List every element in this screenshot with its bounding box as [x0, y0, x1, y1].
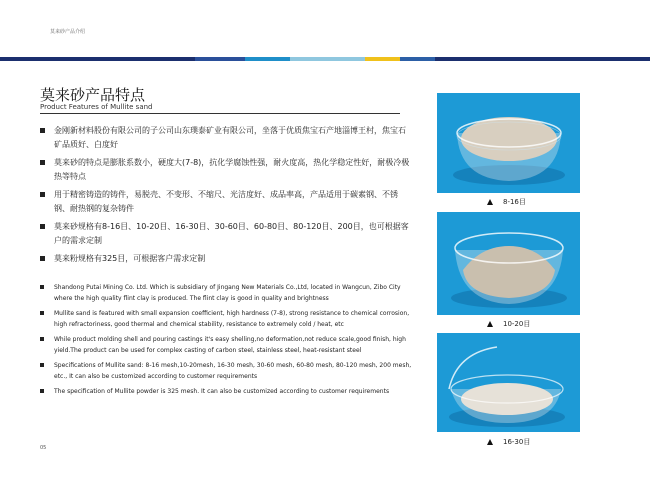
product-photo-10-20: [437, 212, 580, 315]
band-segment: [400, 57, 435, 61]
band-segment: [605, 57, 650, 61]
list-item: 莫来砂的特点是膨胀系数小，硬度大(7-8)，抗化学腐蚀性强，耐火度高，热化学稳定性好，耐极冷极热等特点: [40, 156, 412, 184]
photo-caption: [487, 319, 530, 329]
list-item: Shandong Putai Mining Co. Ltd. Which is subsidiary of Jingang New Materials Co.,Ltd, located in Wangcun, Zibo City where the high quality flint clay is produced. The flint clay is good in quality and brightness: [40, 282, 420, 304]
page-number: 05: [40, 445, 47, 451]
triangle-icon: [487, 439, 493, 445]
features-en-list: [40, 282, 420, 401]
caption-text: 16-30目: [503, 438, 531, 446]
title-divider: [40, 113, 400, 114]
band-segment: [560, 57, 605, 61]
product-photo-8-16: [437, 93, 580, 193]
list-item: Specifications of Mullite sand: 8-16 mesh,10-20mesh, 16-30 mesh, 30-60 mesh, 60-80 mesh, 80-120 mesh, 200 mesh, etc., It can also be customized according to customer requirements: [40, 360, 420, 382]
photo-caption: [487, 197, 526, 207]
band-segment: [435, 57, 515, 61]
photo-caption: [487, 437, 530, 447]
list-item: While product molding shell and pouring castings it's easy shelling,no deformation,not reduce scale,good finish, high yield.The product can be used for complex casting of carbon steel, stainless steel, heat-resistant steel: [40, 334, 420, 356]
band-segment: [515, 57, 560, 61]
list-item: 用于精密铸造的铸件，易脱壳、不变形、不缩尺、光洁度好、成品率高，产品适用于碳素钢、不锈钢、耐热钢的复杂铸件: [40, 188, 412, 216]
product-photo-16-30: [437, 333, 580, 432]
band-segment: [365, 57, 400, 61]
header-label: 莫来砂产品介绍: [50, 29, 86, 35]
band-segment: [290, 57, 365, 61]
caption-text: 8-16目: [503, 198, 526, 206]
list-item: 莫来粉规格有325目，可根据客户需求定制: [40, 252, 412, 266]
band-segment: [195, 57, 245, 61]
band-segment: [245, 57, 290, 61]
list-item: The specification of Mullite powder is 325 mesh. It can also be customized according to customer requirements: [40, 386, 420, 397]
triangle-icon: [487, 199, 493, 205]
band-segment: [100, 57, 150, 61]
band-segment: [150, 57, 195, 61]
caption-text: 10-20目: [503, 320, 531, 328]
list-item: 莫来砂规格有8-16目、10-20目、16-30目、30-60目、60-80目、80-120目、200目，也可根据客户的需求定制: [40, 220, 412, 248]
list-item: Mullite sand is featured with small expansion coefficient, high hardness (7-8), strong resistance to chemical corrosion, high refractoriness, good thermal and chemical stability, resistance to extremely cold / heat, etc: [40, 308, 420, 330]
color-band: [0, 57, 650, 61]
triangle-icon: [487, 321, 493, 327]
list-item: 金刚新材料股份有限公司的子公司山东璞泰矿业有限公司，坐落于优质焦宝石产地淄博王村，焦宝石矿品质好、白度好: [40, 124, 412, 152]
sand-pile: [461, 117, 557, 161]
sand-pile: [461, 383, 553, 415]
band-segment: [0, 57, 50, 61]
page-title-en: Product Features of Mullite sand: [40, 103, 153, 111]
features-zh-list: [40, 124, 412, 270]
band-segment: [50, 57, 100, 61]
page-title-zh: 莫来砂产品特点: [40, 86, 146, 104]
